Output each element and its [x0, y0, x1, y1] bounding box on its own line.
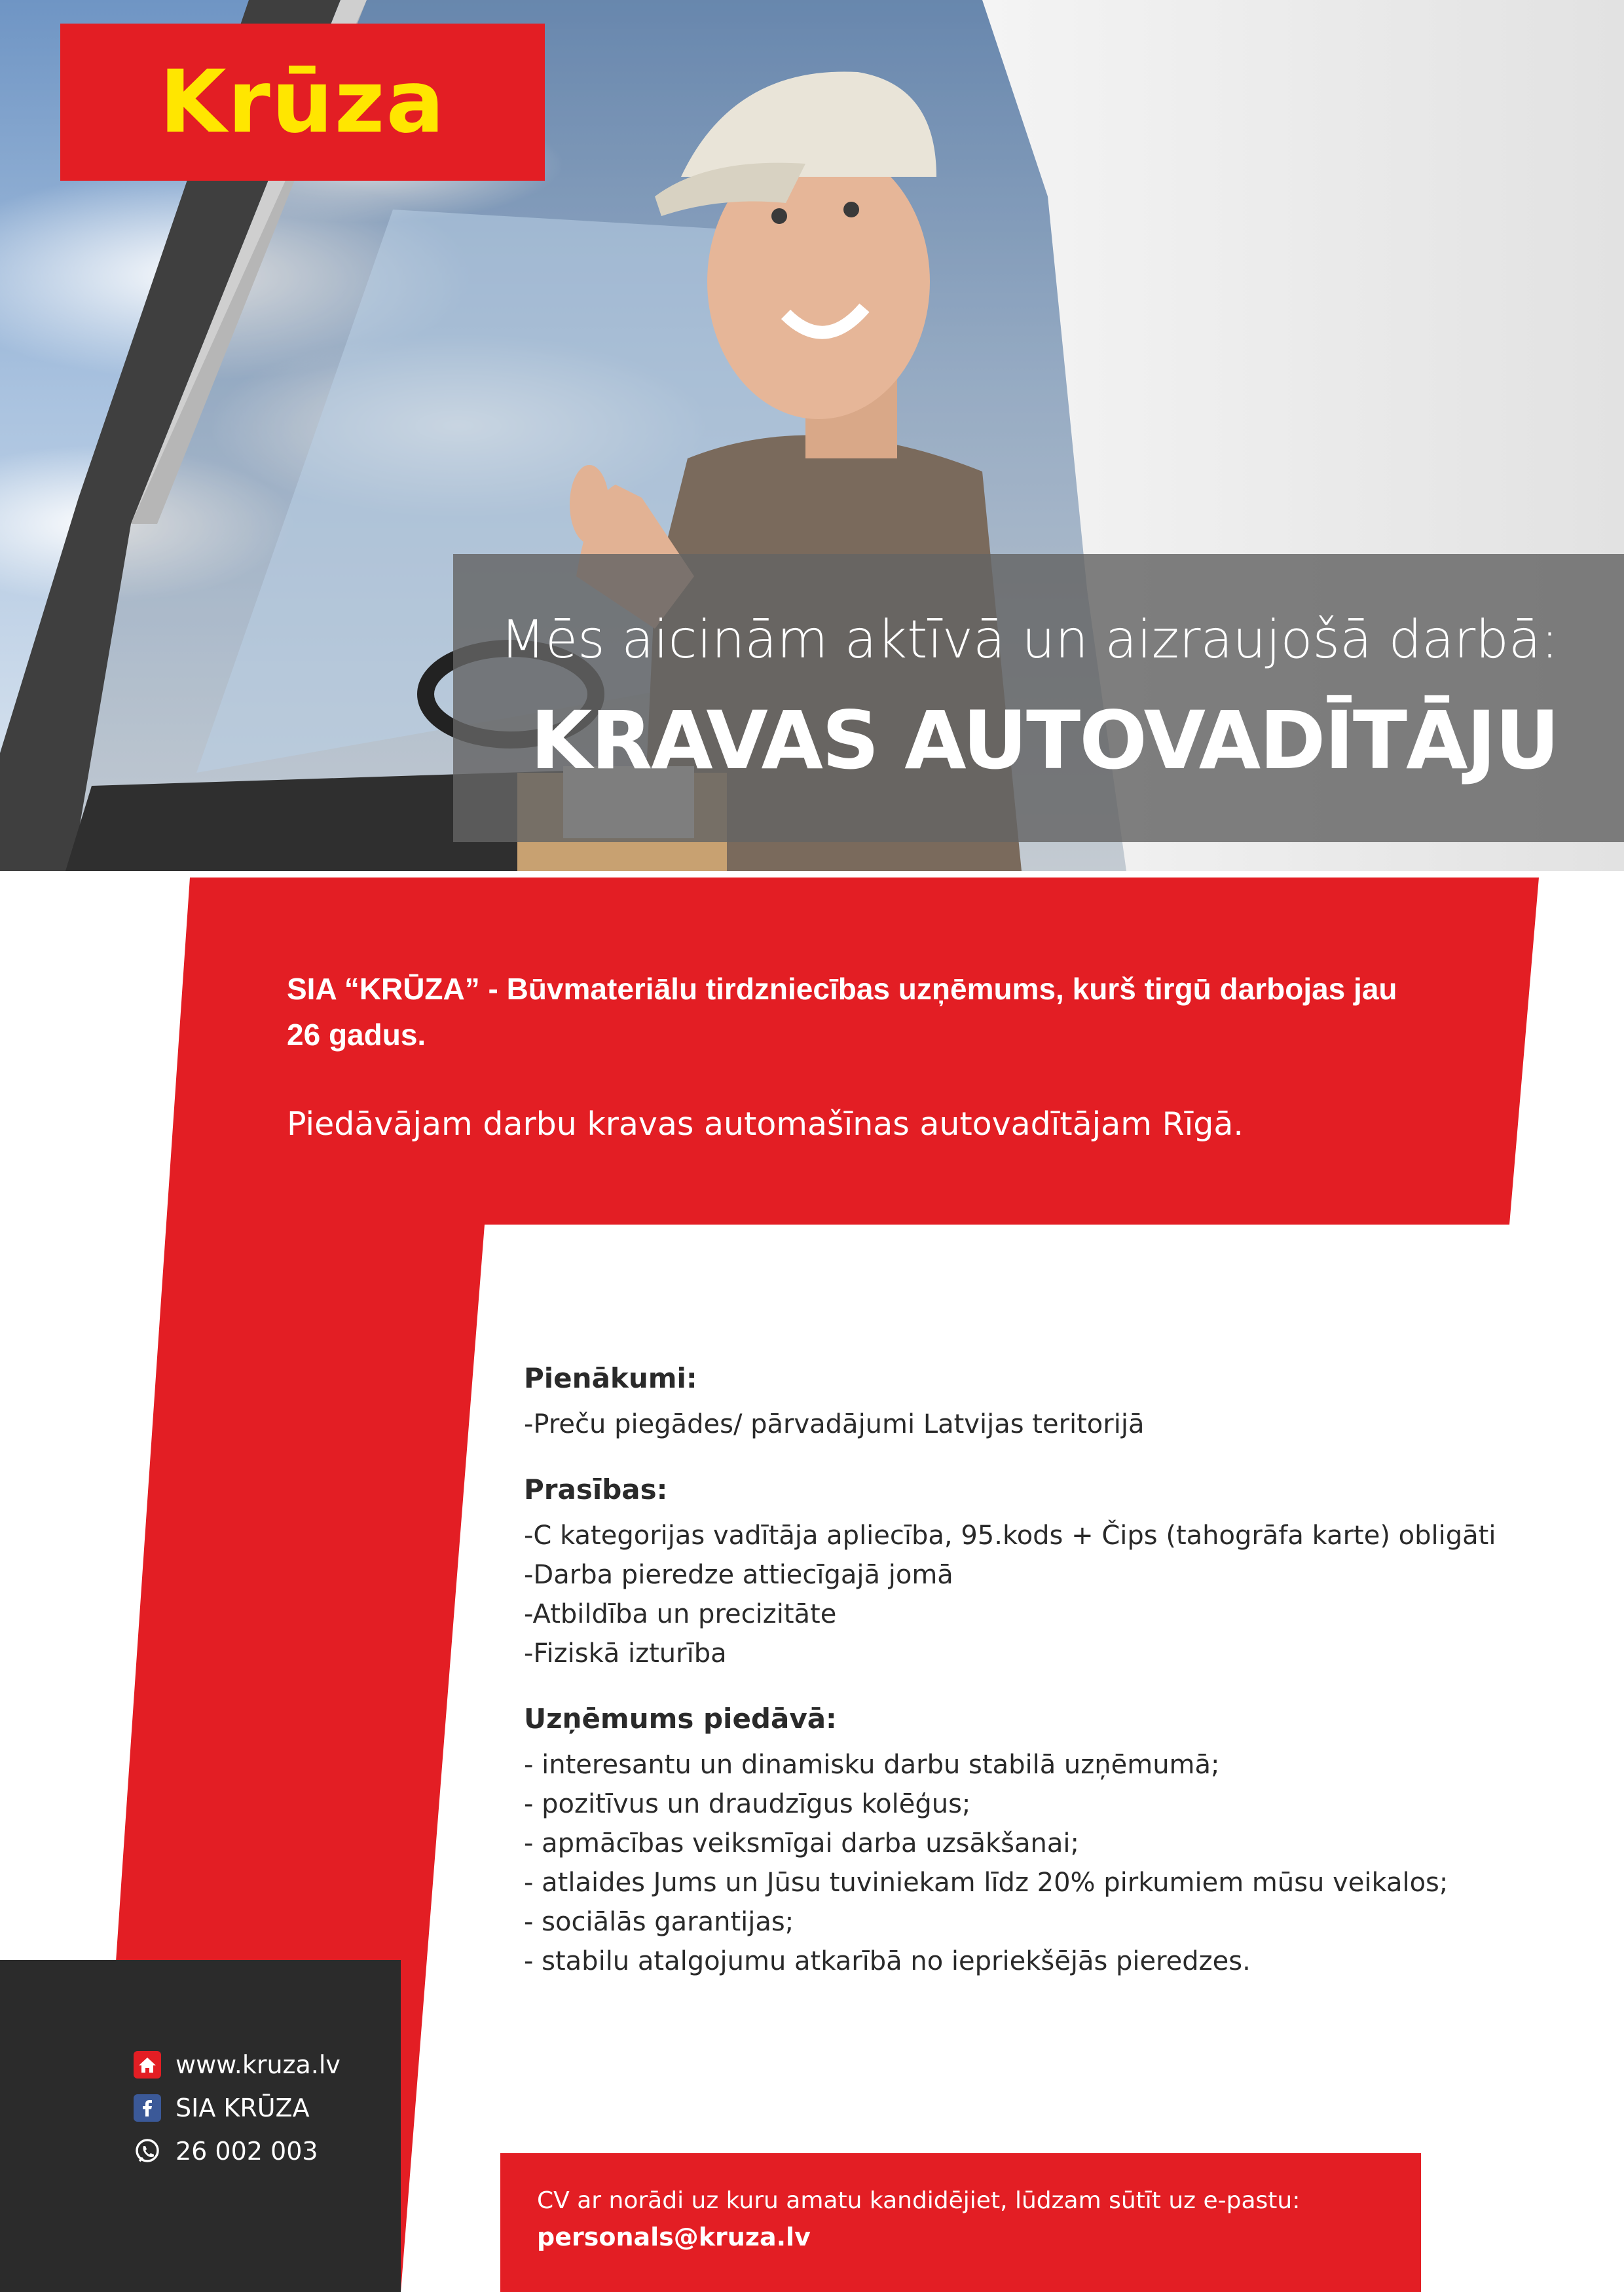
- list-item: -Darba pieredze attiecīgajā jomā: [524, 1560, 953, 1590]
- section-title: Uzņēmums piedāvā:: [524, 1703, 837, 1735]
- list-item: - stabilu atalgojumu atkarībā no iepriekšējās pieredzes.: [524, 1946, 1251, 1976]
- job-details: [524, 1359, 1598, 1981]
- intro-company-text: SIA “KRŪZA” - Būvmateriālu tirdzniecības uzņēmums, kurš tirgū darbojas jau 26 gadus.: [287, 972, 1397, 1052]
- cv-instruction: CV ar norādi uz kuru amatu kandidējiet, lūdzam sūtīt uz e-pastu:: [537, 2187, 1301, 2214]
- duties-list: [524, 1405, 1598, 1444]
- list-item: -Preču piegādes/ pārvadājumi Latvijas teritorijā: [524, 1409, 1145, 1439]
- phone-icon: [134, 2137, 161, 2165]
- headline-title: KRAVAS AUTOVADĪTĀJU: [530, 694, 1559, 787]
- cv-email-link[interactable]: personals@kruza.lv: [537, 2223, 811, 2251]
- list-item: -C kategorijas vadītāja apliecība, 95.kods + Čips (tahogrāfa karte) obligāti: [524, 1521, 1496, 1551]
- logo-wordmark: Krūza: [159, 52, 446, 153]
- contact-website[interactable]: [134, 2045, 341, 2084]
- list-item: - interesantu un dinamisku darbu stabilā uzņēmumā;: [524, 1750, 1220, 1780]
- section-duties: [524, 1359, 1598, 1444]
- list-item: -Fiziskā izturība: [524, 1638, 727, 1669]
- requirements-list: [524, 1516, 1598, 1673]
- section-title: Prasības:: [524, 1473, 668, 1506]
- contact-facebook[interactable]: [134, 2088, 310, 2128]
- list-item: - sociālās garantijas;: [524, 1907, 794, 1937]
- intro-offer-text: Piedāvājam darbu kravas automašīnas autovadītājam Rīgā.: [287, 1105, 1244, 1143]
- section-requirements: [524, 1470, 1598, 1673]
- list-item: -Atbildība un precizitāte: [524, 1599, 837, 1629]
- facebook-icon: [134, 2094, 161, 2122]
- home-icon: [134, 2051, 161, 2079]
- section-benefits: [524, 1699, 1598, 1981]
- contact-phone[interactable]: [134, 2132, 318, 2171]
- phone-number[interactable]: 26 002 003: [175, 2137, 318, 2166]
- headline-subtitle: Mēs aicinām aktīvā un aizraujošā darbā:: [500, 609, 1559, 670]
- facebook-link[interactable]: SIA KRŪZA: [175, 2094, 310, 2122]
- kruza-logo: [60, 24, 545, 181]
- website-link[interactable]: www.kruza.lv: [175, 2050, 341, 2079]
- list-item: - atlaides Jums un Jūsu tuviniekam līdz 20% pirkumiem mūsu veikalos;: [524, 1868, 1449, 1898]
- benefits-list: [524, 1745, 1598, 1981]
- list-item: - pozitīvus un draudzīgus kolēģus;: [524, 1789, 971, 1819]
- list-item: - apmācības veiksmīgai darba uzsākšanai;: [524, 1828, 1079, 1858]
- section-title: Pienākumi:: [524, 1362, 697, 1394]
